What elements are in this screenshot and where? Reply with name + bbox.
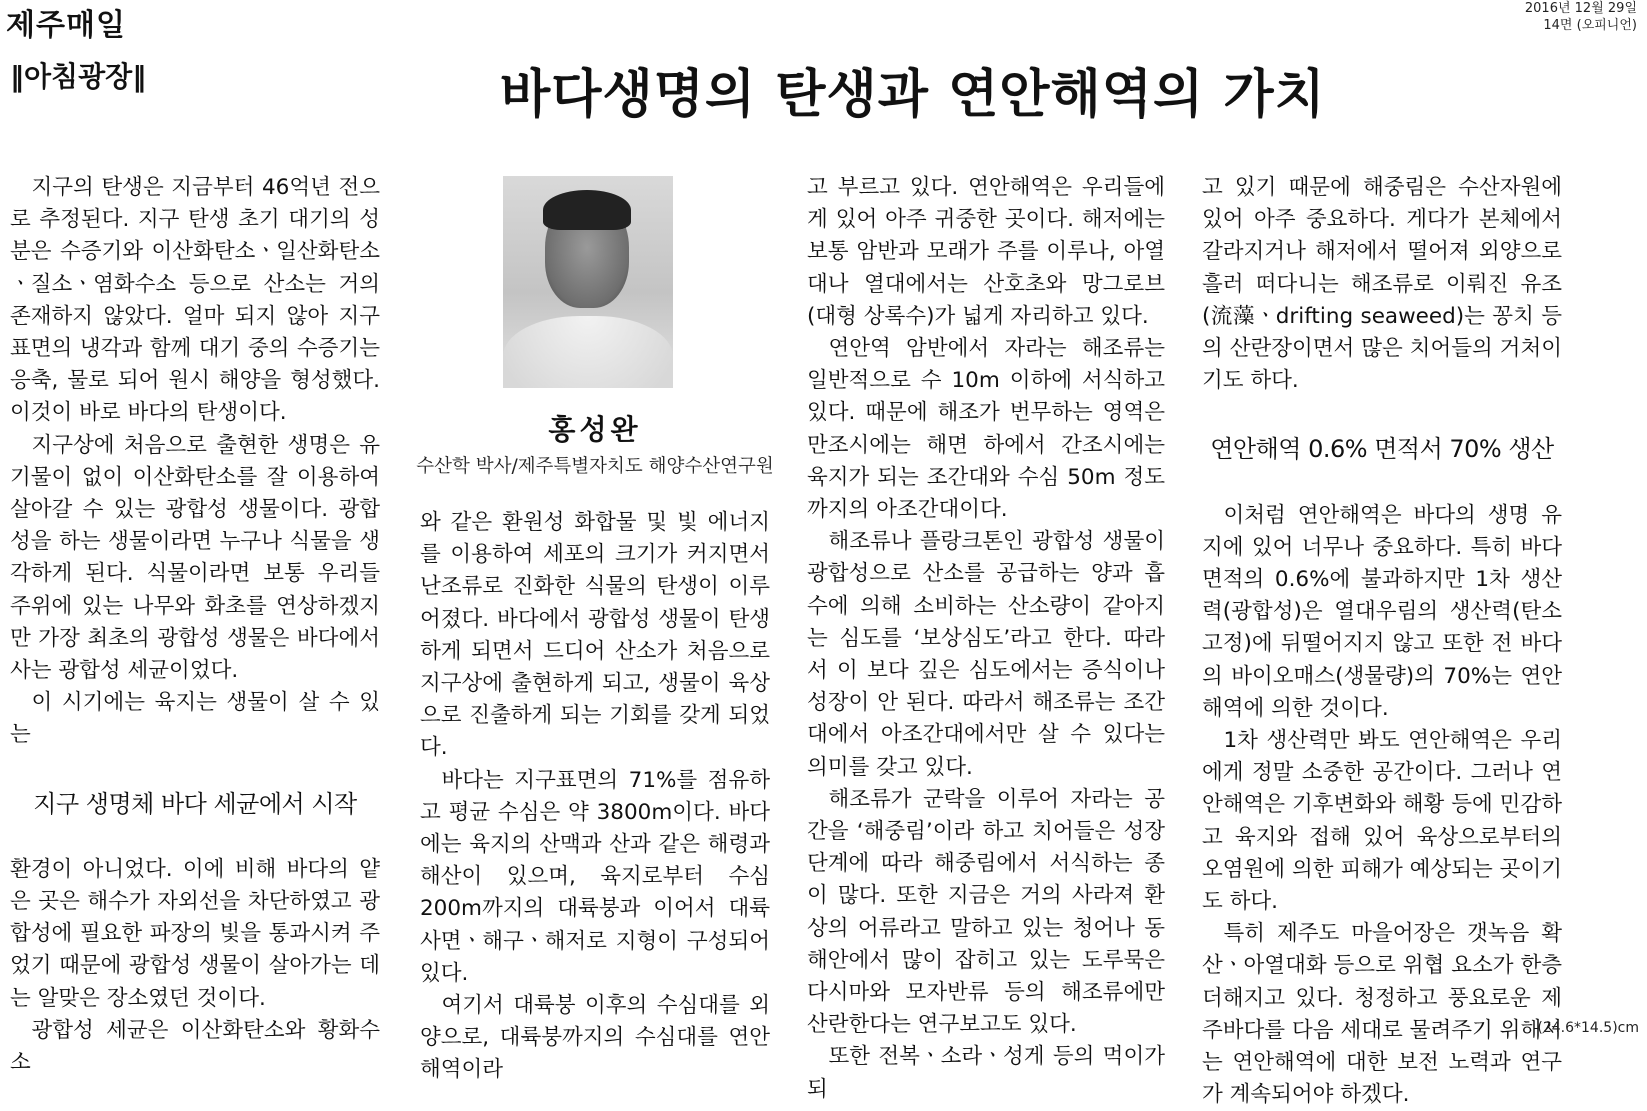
section-label: ‖아침광장‖: [10, 60, 147, 93]
paragraph: 광합성 세균은 이산화탄소와 황화수소: [10, 1017, 380, 1076]
author-photo: [503, 176, 673, 388]
paragraph: 특히 제주도 마을어장은 갯녹음 확산ㆍ아열대화 등으로 위협 요소가 한층 더해지고 있다. 청정하고 풍요로운 제주바다를 다음 세대로 물려주기 위해서는 연안해역에 대한 보전 노력과 연구가 계속되어야 하겠다.: [1202, 921, 1562, 1108]
column-1: [10, 172, 380, 1079]
photo-hair: [543, 190, 631, 230]
column-4: [1202, 172, 1562, 1111]
paragraph: 이 시기에는 육지는 생물이 살 수 있는: [10, 690, 380, 748]
newspaper-masthead: 제주매일: [6, 8, 126, 43]
column-2: [420, 507, 770, 1087]
clipping-size-note: (24.6*14.5)cm: [1537, 1020, 1639, 1036]
paragraph: 1차 생산력만 봐도 연안해역은 우리에게 정말 소중한 공간이다. 그러나 연안해역은 기후변화와 해황 등에 민감하고 육지와 접해 있어 육상으로부터의 오염원에 의한 피해가 예상되는 곳이기도 하다.: [1202, 728, 1562, 915]
paragraph: 여기서 대륙붕 이후의 수심대를 외양으로, 대륙붕까지의 수심대를 연안해역이라: [420, 993, 770, 1083]
author-name: 홍성완: [548, 413, 642, 446]
paragraph: 지구상에 처음으로 출현한 생명은 유기물이 없이 이산화탄소를 잘 이용하여 살아갈 수 있는 광합성 생물이다. 광합성을 하는 생물이라면 누구나 식물을 생각하게 된다. 식물이라면 보통 우리들 주위에 있는 나무와 화초를 연상하겠지만 가장 최초의 광합성 생물은 바다에서 사는 광합성 세균이었다.: [10, 432, 380, 684]
paragraph: 해조류가 군락을 이루어 자라는 공간을 ‘해중림’이라 하고 치어들은 성장단계에 따라 해중림에서 서식하는 종이 많다. 또한 지금은 거의 사라져 환상의 어류라고 말하고 있는 청어나 동해안에서 많이 잡히고 있는 도루묵은 다시마와 모자반류 등의 해조류에만 산란한다는 연구보고도 있다.: [807, 786, 1165, 1038]
subheading: 지구 생명체 바다 세균에서 시작: [33, 789, 357, 818]
page-label: 14면 (오피니언): [1543, 18, 1637, 33]
publication-meta: [1525, 0, 1637, 34]
subheading: 연안해역 0.6% 면적서 70% 생산: [1210, 435, 1554, 464]
paragraph: 해조류나 플랑크톤인 광합성 생물이 광합성으로 산소를 공급하는 양과 흡수에 의해 소비하는 산소량이 같아지는 심도를 ‘보상심도’라고 한다. 따라서 이 보다 깊은 심도에서는 증식이나 성장이 안 된다. 따라서 해조류는 조간대에서 아조간대에서만 살 수 있다는 의미를 갖고 있다.: [807, 529, 1165, 780]
paragraph: 또한 전복ㆍ소라ㆍ성게 등의 먹이가 되: [807, 1044, 1165, 1102]
paragraph: 고 부르고 있다. 연안해역은 우리들에게 있어 아주 귀중한 곳이다. 해저에는 보통 암반과 모래가 주를 이루나, 아열대나 열대에서는 산호초와 망그로브(대형 상록수)가 넓게 자리하고 있다.: [807, 175, 1165, 329]
paragraph: 지구의 탄생은 지금부터 46억년 전으로 추정된다. 지구 탄생 초기 대기의 성분은 수증기와 이산화탄소ㆍ일산화탄소ㆍ질소ㆍ염화수소 등으로 산소는 거의 존재하지 않았다. 얼마 되지 않아 지구표면의 냉각과 함께 대기 중의 수증기는 응축, 물로 되어 원시 해양을 형성했다. 이것이 바로 바다의 탄생이다.: [10, 175, 380, 426]
paragraph: 이처럼 연안해역은 바다의 생명 유지에 있어 너무나 중요하다. 특히 바다 면적의 0.6%에 불과하지만 1차 생산력(광합성)은 열대우림의 생산력(탄소고정)에 뒤떨어지지 않고 또한 전 바다의 바이오매스(생물량)의 70%는 연안해역에 의한 것이다.: [1202, 502, 1562, 721]
author-title: 수산학 박사/제주특별자치도 해양수산연구원: [416, 456, 774, 477]
photo-shoulders: [503, 316, 673, 388]
paragraph: 바다는 지구표면의 71%를 점유하고 평균 수심은 약 3800m이다. 바다에는 육지의 산맥과 산과 같은 해령과 해산이 있으며, 육지로부터 수심 200m까지의 대륙붕과 이어서 대륙사면ㆍ해구ㆍ해저로 지형이 구성되어 있다.: [420, 767, 770, 986]
publication-date: 2016년 12월 29일: [1524, 1, 1637, 16]
paragraph: 연안역 암반에서 자라는 해조류는 일반적으로 수 10m 이하에 서식하고 있다. 때문에 해조가 번무하는 영역은 만조시에는 해면 하에서 간조시에는 육지가 되는 조간대와 수심 50m 정도까지의 아조간대이다.: [807, 336, 1165, 523]
column-3: [807, 172, 1165, 1106]
article-title: 바다생명의 탄생과 연안해역의 가치: [500, 64, 1326, 125]
paragraph: 환경이 아니었다. 이에 비해 바다의 얕은 곳은 해수가 자외선을 차단하였고 광합성에 필요한 파장의 빛을 통과시켜 주었기 때문에 광합성 생물이 살아가는 데는 알맞은 장소였던 것이다.: [10, 856, 380, 1011]
paragraph: 고 있기 때문에 해중림은 수산자원에 있어 아주 중요하다. 게다가 본체에서 갈라지거나 해저에서 떨어져 외양으로 흘러 떠다니는 해조류로 이뤄진 유조(流藻ㆍdrifting seaweed)는 꽁치 등의 산란장이면서 많은 치어들의 거처이기도 하다.: [1202, 175, 1562, 394]
paragraph: 와 같은 환원성 화합물 및 빛 에너지를 이용하여 세포의 크기가 커지면서 난조류로 진화한 식물의 탄생이 이루어졌다. 바다에서 광합성 생물이 탄생하게 되면서 드디어 산소가 처음으로 지구상에 출현하게 되고, 생물이 육상으로 진출하게 되는 기회를 갖게 되었다.: [420, 510, 770, 761]
